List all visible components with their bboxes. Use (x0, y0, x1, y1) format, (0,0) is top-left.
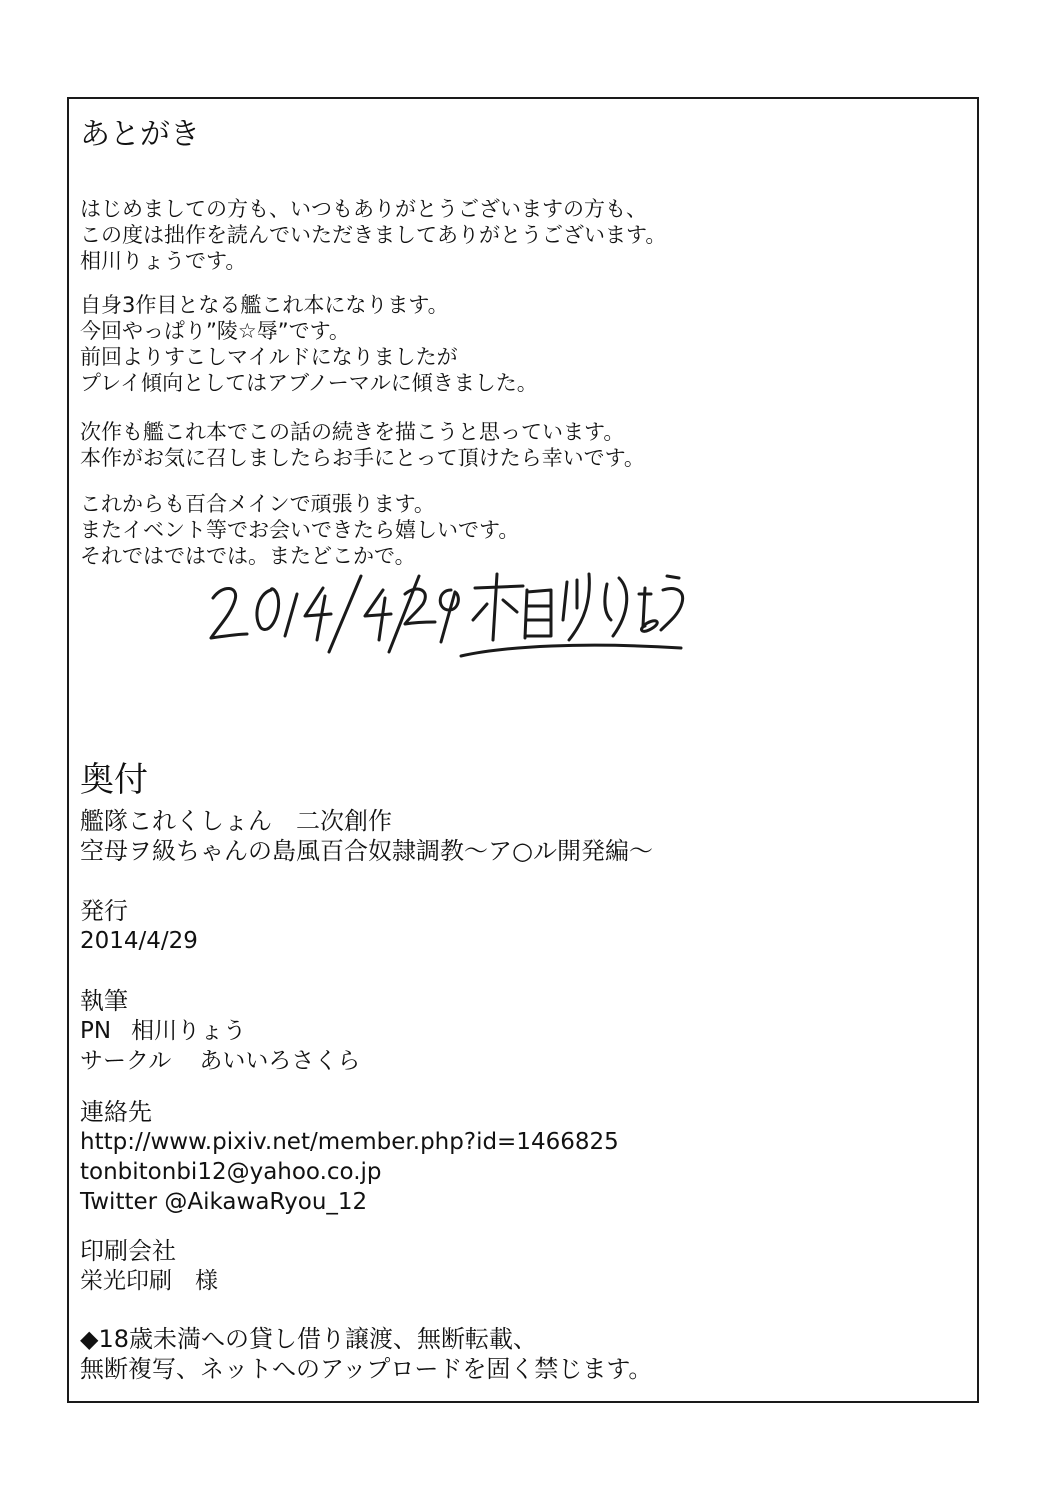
pen-name-row (80, 1016, 360, 1046)
afterword-paragraph (80, 292, 538, 396)
notice-line: ◆18歳未満への貸し借り譲渡、無断転載、 (80, 1325, 537, 1353)
contact-label: 連絡先 (80, 1098, 152, 1126)
afterword-line: この度は拙作を読んでいただきましてありがとうございます。 (80, 223, 667, 247)
work-title (80, 806, 653, 866)
publish-date: 2014/4/29 (80, 928, 198, 954)
author-section (80, 986, 360, 1076)
notice-line: 無断複写、ネットへのアップロードを固く禁じます。 (80, 1355, 653, 1383)
afterword-paragraph (80, 196, 666, 274)
afterword-line: またイベント等でお会いできたら嬉しいです。 (80, 518, 520, 542)
afterword-paragraph (80, 491, 519, 569)
printer-name: 栄光印刷 様 (80, 1268, 218, 1294)
afterword-line: 今回やっぱり”陵☆辱”です。 (80, 319, 350, 343)
circle-label: サークル (80, 1048, 172, 1074)
contact-twitter: Twitter @AikawaRyou_12 (80, 1189, 368, 1215)
afterword-line: はじめましての方も、いつもありがとうございますの方も、 (80, 197, 647, 221)
printer-label: 印刷会社 (80, 1237, 176, 1265)
afterword-line: 前回よりすこしマイルドになりましたが (80, 345, 458, 369)
afterword-paragraph (80, 419, 645, 471)
pen-name: 相川りょう (131, 1018, 247, 1044)
pen-name-label: PN (80, 1018, 112, 1044)
publish-label: 発行 (80, 897, 128, 925)
circle-name: あいいろさくら (199, 1048, 361, 1074)
afterword-line: これからも百合メインで頑張ります。 (80, 492, 435, 516)
legal-notice (80, 1324, 652, 1384)
author-label: 執筆 (80, 987, 128, 1015)
work-name: 空母ヲ級ちゃんの島風百合奴隷調教～ア○ル開発編～ (80, 837, 653, 865)
afterword-line: それではではでは。またどこかで。 (80, 544, 416, 568)
afterword-line: 本作がお気に召しましたらお手にとって頂けたら幸いです。 (80, 446, 645, 470)
contact-section (80, 1097, 619, 1217)
work-series: 艦隊これくしょん 二次創作 (80, 807, 392, 835)
afterword-line: 次作も艦これ本でこの話の続きを描こうと思っています。 (80, 420, 625, 444)
afterword-line: プレイ傾向としてはアブノーマルに傾きました。 (80, 371, 538, 395)
afterword-heading: あとがき (80, 117, 200, 152)
circle-row (80, 1046, 360, 1076)
afterword-line: 相川りょうです。 (80, 249, 247, 273)
publish-section (80, 896, 198, 956)
afterword-line: 自身3作目となる艦これ本になります。 (80, 293, 449, 317)
handwritten-signature (205, 560, 695, 670)
colophon-heading: 奥付 (80, 760, 148, 800)
contact-email: tonbitonbi12@yahoo.co.jp (80, 1159, 382, 1185)
printer-section (80, 1236, 218, 1296)
contact-url: http://www.pixiv.net/member.php?id=1466825 (80, 1129, 619, 1155)
